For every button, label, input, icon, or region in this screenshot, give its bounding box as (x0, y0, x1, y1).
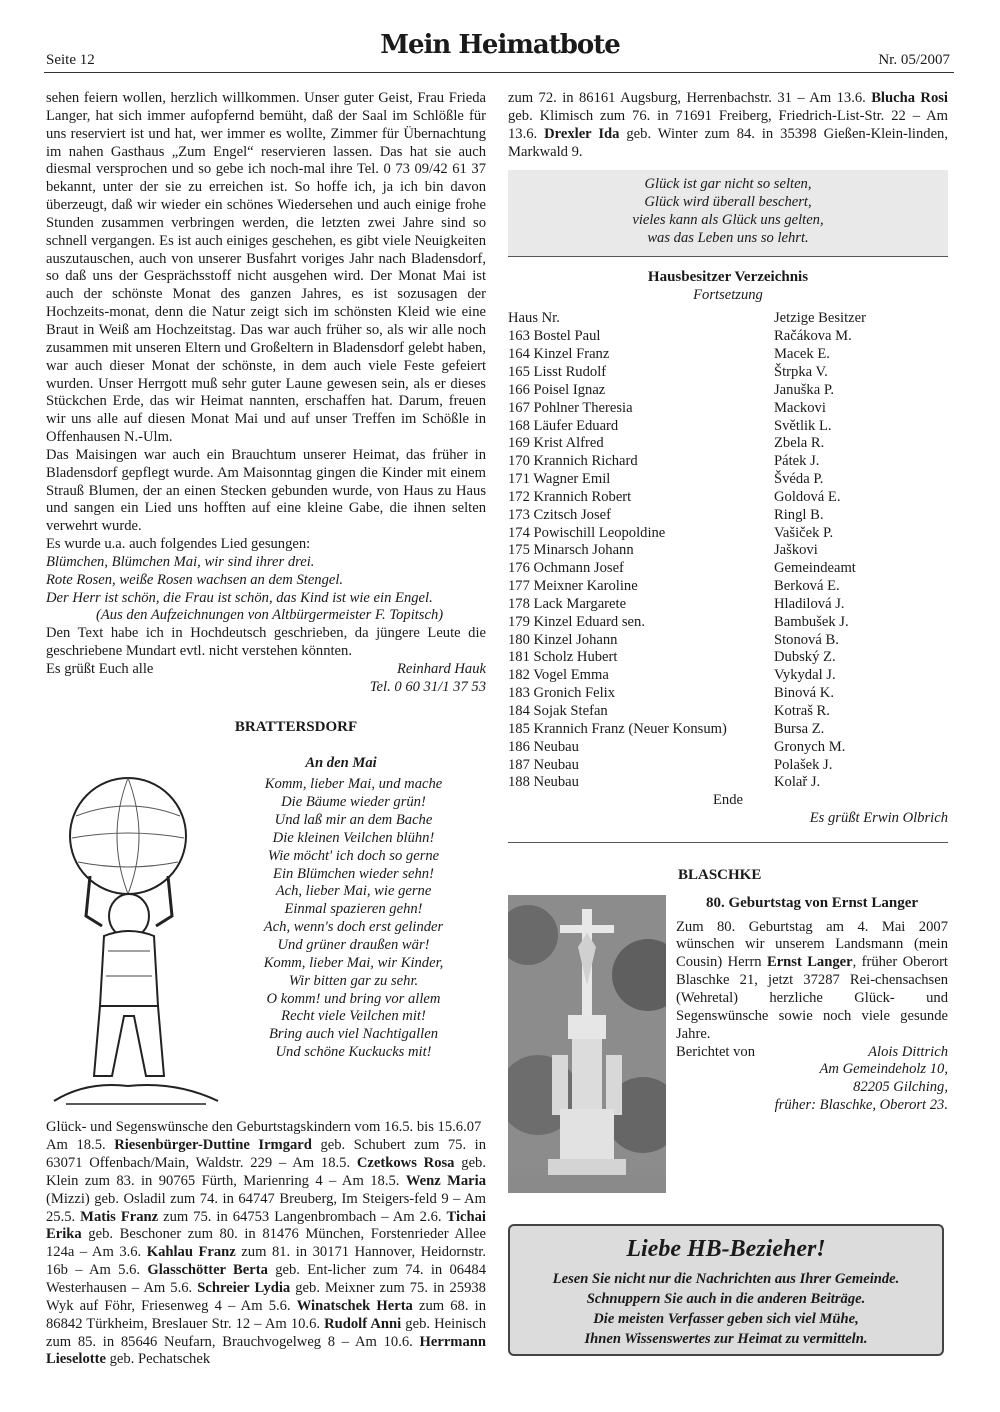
house-entry: 166 Poisel Ignaz (508, 381, 606, 398)
house-entry: 177 Meixner Karoline (508, 578, 638, 595)
house-entry: 169 Krist Alfred (508, 435, 604, 452)
poem-title: An den Mai (305, 754, 377, 771)
current-owner: Kotraš R. (774, 703, 830, 719)
quote-line: Glück wird überall beschert, (644, 194, 812, 211)
reporter-address: Am Gemeindeholz 10, (819, 1061, 948, 1078)
person-name: Blucha Rosi (871, 90, 948, 106)
house-register-subtitle: Fortsetzung (693, 286, 763, 303)
current-owner: Švéda P. (774, 471, 824, 488)
poem-line: Recht viele Veilchen mit! (281, 1008, 426, 1025)
current-owner: Mackovi (774, 399, 826, 416)
house-register-row (508, 667, 948, 685)
quote-box (508, 170, 948, 256)
page-number: Seite 12 (46, 52, 95, 68)
current-owner: Pátek J. (774, 453, 820, 470)
person-name: Matis Franz (80, 1208, 159, 1225)
house-register-header (508, 310, 948, 328)
house-register-row (508, 400, 948, 418)
house-register-row (508, 757, 948, 775)
house-register-row (508, 418, 948, 436)
subscriber-notice-title: Liebe HB-Bezieher! (626, 1236, 826, 1262)
person-name: Riesenbürger-Duttine Irmgard (114, 1137, 312, 1154)
house-register-row (508, 382, 948, 400)
house-entry: 176 Ochmann Josef (508, 560, 624, 577)
poem-line: Komm, lieber Mai, und mache (264, 776, 443, 793)
intro-paragraph: sehen feiern wollen, herzlich willkommen. Unser guter Geist, Frau Frieda Langer, hat sich immer aufopfernd bemüht, daß der Saal im Schlößle für uns reserviert ist und hat, wer immer es wollte, Zimmer für Übernachtung im nahen Gasthaus „Zum Engel“ reservieren lassen. Das hat sie auch diesmal versprochen und so gebe ich noch-mal ihre Tel. 0 73 09/42 61 37 bekannt, unter der sie zu erreichen ist. So hoffe ich, ja ich bin davon überzeugt, daß wir wieder ein schönes Wiedersehen und auch einige frohe Stunden zusammen verbringen werden, die letzten zwei Jahre sind so schnell vergangen. Es ist auch einiges geschehen, es gibt viele Neuigkeiten auszutauschen, auch von unserer Busfahrt voriges Jahr nach Bladensdorf, so daß uns der Gesprächsstoff nicht ausgehen wird. Der Monat Mai ist auch der schönste Monat des ganzen Jahres, es ist sozusagen der Hochzeits-monat, denn die Natur zeigt sich im schönsten Kleid wie eine Braut in Weiß am Hochzeitstag. Das war auch früher so, als wir alle noch zusammen mit unseren Eltern und Großeltern in Bladensdorf gelebt haben, war auch dieser Monat der schönste, in dem auch viele Feste gefeiert wurden. Unser Herrgott muß sehr guter Laune gewesen sein, als er dieses Stückchen Erde, das wir Heimat nannten, erschaffen hat. Darum, freuen wir uns alle auf diesen Monat Mai und auf unser Treffen im Schößle in Offenhausen N.-Ulm. (46, 90, 486, 446)
quote-line: vieles kann als Glück uns gelten, (632, 212, 824, 229)
poem-line: Komm, lieber Mai, wir Kinder, (263, 954, 444, 971)
poem-line: Die kleinen Veilchen blühn! (272, 829, 435, 846)
person-name: Czetkows Rosa (356, 1155, 455, 1172)
poem-line: Ach, lieber Mai, wie gerne (275, 883, 432, 900)
reporter-name: Alois Dittrich (868, 1043, 948, 1060)
poem-line: Wie möcht' ich doch so gerne (267, 847, 440, 864)
song-line: Der Herr ist schön, die Frau ist schön, das Kind ist wie ein Engel. (46, 589, 433, 606)
house-register-row (508, 649, 948, 667)
house-entry: 183 Gronich Felix (508, 685, 616, 702)
house-register-row (508, 632, 948, 650)
house-entry: 174 Powischill Leopoldine (508, 524, 666, 541)
person-name: Wenz Maria (405, 1172, 486, 1189)
house-register-row (508, 507, 948, 525)
current-owner: Zbela R. (774, 435, 825, 452)
current-owner: Stonová B. (774, 631, 839, 648)
house-entry: 164 Kinzel Franz (508, 346, 610, 363)
house-register-row (508, 596, 948, 614)
poem-line: Ein Blümchen wieder sehn! (273, 865, 434, 882)
current-owner: Berková E. (774, 578, 840, 595)
poem-block (46, 776, 486, 1111)
signature-tel: Tel. 0 60 31/1 37 53 (369, 678, 486, 695)
poem-lines (221, 776, 486, 1111)
house-entry: 178 Lack Margarete (508, 595, 627, 612)
house-entry: 171 Wagner Emil (508, 471, 611, 488)
left-column (46, 90, 486, 1369)
current-owner: Januška P. (774, 381, 834, 398)
poem-line: Und laß mir an dem Bache (274, 812, 433, 829)
house-entry: 179 Kinzel Eduard sen. (508, 613, 645, 630)
house-entry: 182 Vogel Emma (508, 667, 609, 684)
subscriber-notice-line: Schnuppern Sie auch in die anderen Beiträge. (586, 1291, 866, 1307)
birthday-list-continued: zum 72. in 86161 Augsburg, Herrenbachstr. 31 – Am 13.6. Blucha Rosi geb. Klimisch zum 76. in 71691 Freiberg, Friedrich-List-Str. 22 – Am 13.6. Drexler Ida geb. Winter zum 84. in 35398 Gießen-Klein-linden, Markwald 9. (508, 90, 948, 160)
quote-line: Glück ist gar nicht so selten, (644, 176, 812, 193)
house-entry: 170 Krannich Richard (508, 453, 638, 470)
atlas-illustration (46, 776, 221, 1111)
person-name: Tichai Erika (46, 1208, 486, 1243)
greeting: Es grüßt Euch alle (46, 661, 154, 677)
poem-line: Und grüner draußen wär! (277, 936, 430, 953)
song-line: Rote Rosen, weiße Rosen wachsen an dem Stengel. (46, 571, 344, 588)
section-title-brattersdorf: BRATTERSDORF (234, 718, 358, 735)
poem-line: Ach, wenn's doch erst gelinder (263, 919, 444, 936)
poem-line: Einmal spazieren gehn! (284, 901, 423, 918)
house-register-row (508, 578, 948, 596)
issue-number: Nr. 05/2007 (878, 52, 950, 68)
birthday-article-body: Zum 80. Geburtstag am 4. Mai 2007 wünschen wir unserem Landsmann (mein Cousin) Herrn Ernst Langer, früher Oberort Blaschke 21, jetzt 37287 Rei-chensachsen (Wehretal) herzliche Glück- und Segenswünsche sowie noch viele gesunde Jahre. (676, 918, 948, 1042)
house-register-row (508, 774, 948, 792)
current-owner: Jaškovi (774, 542, 818, 559)
house-register-title: Hausbesitzer Verzeichnis (647, 268, 809, 285)
birthday-article-text (676, 895, 948, 1193)
current-owner: Račákova M. (774, 328, 852, 345)
song-intro: Es wurde u.a. auch folgendes Lied gesungen: (46, 536, 311, 553)
subscriber-notice-line: Lesen Sie nicht nur die Nachrichten aus Ihrer Gemeinde. (552, 1271, 900, 1287)
birthday-article (508, 895, 948, 1193)
reported-by-label: Berichtet von (676, 1043, 756, 1060)
poem-line: Die Bäume wieder grün! (281, 794, 426, 811)
birthday-intro: Glück- und Segenswünsche den Geburtstagskindern vom 16.5. bis 15.6.07 (46, 1119, 482, 1136)
house-entry: 181 Scholz Hubert (508, 649, 618, 666)
person-name: Ernst Langer (766, 954, 853, 971)
birthday-article-title: 80. Geburtstag von Ernst Langer (705, 894, 919, 911)
subscriber-notice-box (508, 1224, 944, 1356)
house-register-row (508, 614, 948, 632)
house-register-row (508, 364, 948, 382)
person-name: Winatschek Herta (296, 1297, 413, 1314)
house-entry: 167 Pohlner Theresia (508, 399, 633, 416)
signature-row (46, 661, 486, 679)
house-register-row (508, 685, 948, 703)
section-title-blaschke: BLASCHKE (678, 866, 762, 883)
note-paragraph: Den Text habe ich in Hochdeutsch geschrieben, da jüngere Leute die geschriebene Mundart evtl. nicht verstehen könnten. (46, 625, 486, 660)
house-entry: 168 Läufer Eduard (508, 417, 619, 434)
current-owner: Polašek J. (774, 756, 833, 773)
current-owner: Bursa Z. (774, 720, 825, 737)
house-entry: 185 Krannich Franz (Neuer Konsum) (508, 720, 727, 737)
person-name: Drexler Ida (544, 125, 620, 142)
house-register-row (508, 328, 948, 346)
person-name: Herrmann Lieselotte (46, 1333, 486, 1368)
current-owner: Dubský Z. (774, 649, 836, 666)
birthday-list: Am 18.5. Riesenbürger-Duttine Irmgard geb. Schubert zum 75. in 63071 Offenbach/Main, Waldstr. 229 – Am 18.5. Czetkows Rosa geb. Klein zum 83. in 90765 Fürth, Marienring 4 – Am 18.5. Wenz Maria (Mizzi) geb. Osladil zum 74. in 64747 Breuberg, Im Steigers-feld 9 – Am 25.5. Matis Franz zum 75. in 64753 Langenbrombach – Am 2.6. Tichai Erika geb. Beschoner zum 80. in 81476 München, Forstenrieder Allee 124a – Am 3.6. Kahlau Franz zum 81. in 30171 Hannover, Heidornstr. 16b – Am 5.6. Glasschötter Berta geb. Ent-licher zum 74. in 06484 Westerhausen – Am 5.6. Schreier Lydia geb. Meixner zum 75. in 25938 Wyk auf Föhr, Friesenweg 4 – Am 5.6. Winatschek Herta zum 68. in 86842 Türkheim, Breslauer Str. 12 – Am 10.6. Rudolf Anni geb. Heinisch zum 85. in 85646 Neufarn, Brauchvogelweg 8 – Am 10.6. Herrmann Lieselotte geb. Pechatschek (46, 1137, 486, 1368)
house-register-row (508, 721, 948, 739)
current-owner: Štrpka V. (774, 363, 828, 380)
current-owner: Hladilová J. (774, 595, 845, 612)
person-name: Rudolf Anni (324, 1315, 402, 1332)
current-owner: Bambušek J. (774, 613, 849, 630)
house-register-row (508, 525, 948, 543)
house-register-row (508, 489, 948, 507)
house-entry: 165 Lisst Rudolf (508, 363, 607, 380)
house-register-row (508, 346, 948, 364)
reporter-address: 82205 Gilching, (853, 1079, 948, 1096)
house-register-row (508, 560, 948, 578)
house-register-greeting: Es grüßt Erwin Olbrich (508, 810, 948, 843)
house-register-row (508, 739, 948, 757)
house-entry: 186 Neubau (508, 738, 579, 755)
col-header-house: Haus Nr. (508, 310, 560, 327)
poem-line: O komm! und bring vor allem (266, 990, 441, 1007)
person-name: Glasschötter Berta (147, 1262, 268, 1279)
song-source: (Aus den Aufzeichnungen von Altbürgermeister F. Topitsch) (96, 607, 444, 624)
song-line: Blümchen, Blümchen Mai, wir sind ihrer drei. (46, 553, 315, 570)
house-register-end: Ende (713, 792, 743, 809)
house-register-row (508, 435, 948, 453)
house-register-row (508, 703, 948, 721)
current-owner: Vašiček P. (774, 524, 834, 541)
house-entry: 187 Neubau (508, 756, 579, 773)
current-owner: Světlik L. (774, 417, 832, 434)
current-owner: Macek E. (774, 346, 830, 363)
house-entry: 188 Neubau (508, 774, 579, 791)
house-register-row (508, 471, 948, 489)
maisingen-paragraph: Das Maisingen war auch ein Brauchtum unserer Heimat, das früher in Bladensdorf gepflegt wurde. Am Maisonntag gingen die Kinder mit einem Strauß Blumen, der an einen Stecken gebunden wurde, von Haus zu Haus und sangen ein Lied uns hofften auf eine kleine Gabe, die ihnen selten verwehrt wurde. (46, 446, 486, 535)
person-name: Schreier Lydia (197, 1279, 291, 1296)
person-name: Kahlau Franz (146, 1244, 236, 1261)
current-owner: Gemeindeamt (774, 560, 856, 577)
house-entry: 184 Sojak Stefan (508, 703, 608, 719)
house-register-row (508, 453, 948, 471)
house-entry: 173 Czitsch Josef (508, 506, 611, 523)
signature-name: Reinhard Hauk (396, 661, 486, 677)
house-register-rows (508, 328, 948, 792)
house-entry: 180 Kinzel Johann (508, 631, 618, 648)
current-owner: Gronych M. (774, 738, 846, 755)
house-entry: 172 Krannich Robert (508, 488, 632, 505)
masthead-logo: Mein Heimatbote (380, 30, 620, 60)
current-owner: Goldová E. (774, 488, 841, 505)
poem-line: Wir bitten gar zu sehr. (288, 972, 419, 989)
subscriber-notice-line: Die meisten Verfasser geben sich viel Mühe, (593, 1311, 859, 1327)
current-owner: Binová K. (774, 685, 834, 702)
house-entry: 163 Bostel Paul (508, 328, 601, 345)
current-owner: Kolař J. (774, 774, 821, 791)
subscriber-notice-line: Ihnen Wissenswertes zur Heimat zu vermitteln. (584, 1331, 868, 1347)
current-owner: Ringl B. (774, 506, 824, 523)
poem-line: Bring auch viel Nachtigallen (268, 1026, 438, 1043)
poem-line: Und schöne Kuckucks mit! (275, 1044, 432, 1061)
col-header-owner: Jetzige Besitzer (774, 310, 866, 327)
reporter-address: früher: Blaschke, Oberort 23. (774, 1097, 948, 1114)
header-divider (44, 72, 954, 73)
current-owner: Vykydal J. (774, 667, 836, 684)
reporter-row (676, 1044, 948, 1062)
house-register-row (508, 542, 948, 560)
wayside-cross-photo (508, 895, 666, 1193)
right-column (508, 90, 948, 1193)
house-entry: 175 Minarsch Johann (508, 542, 634, 559)
quote-line: was das Leben uns so lehrt. (647, 229, 809, 246)
